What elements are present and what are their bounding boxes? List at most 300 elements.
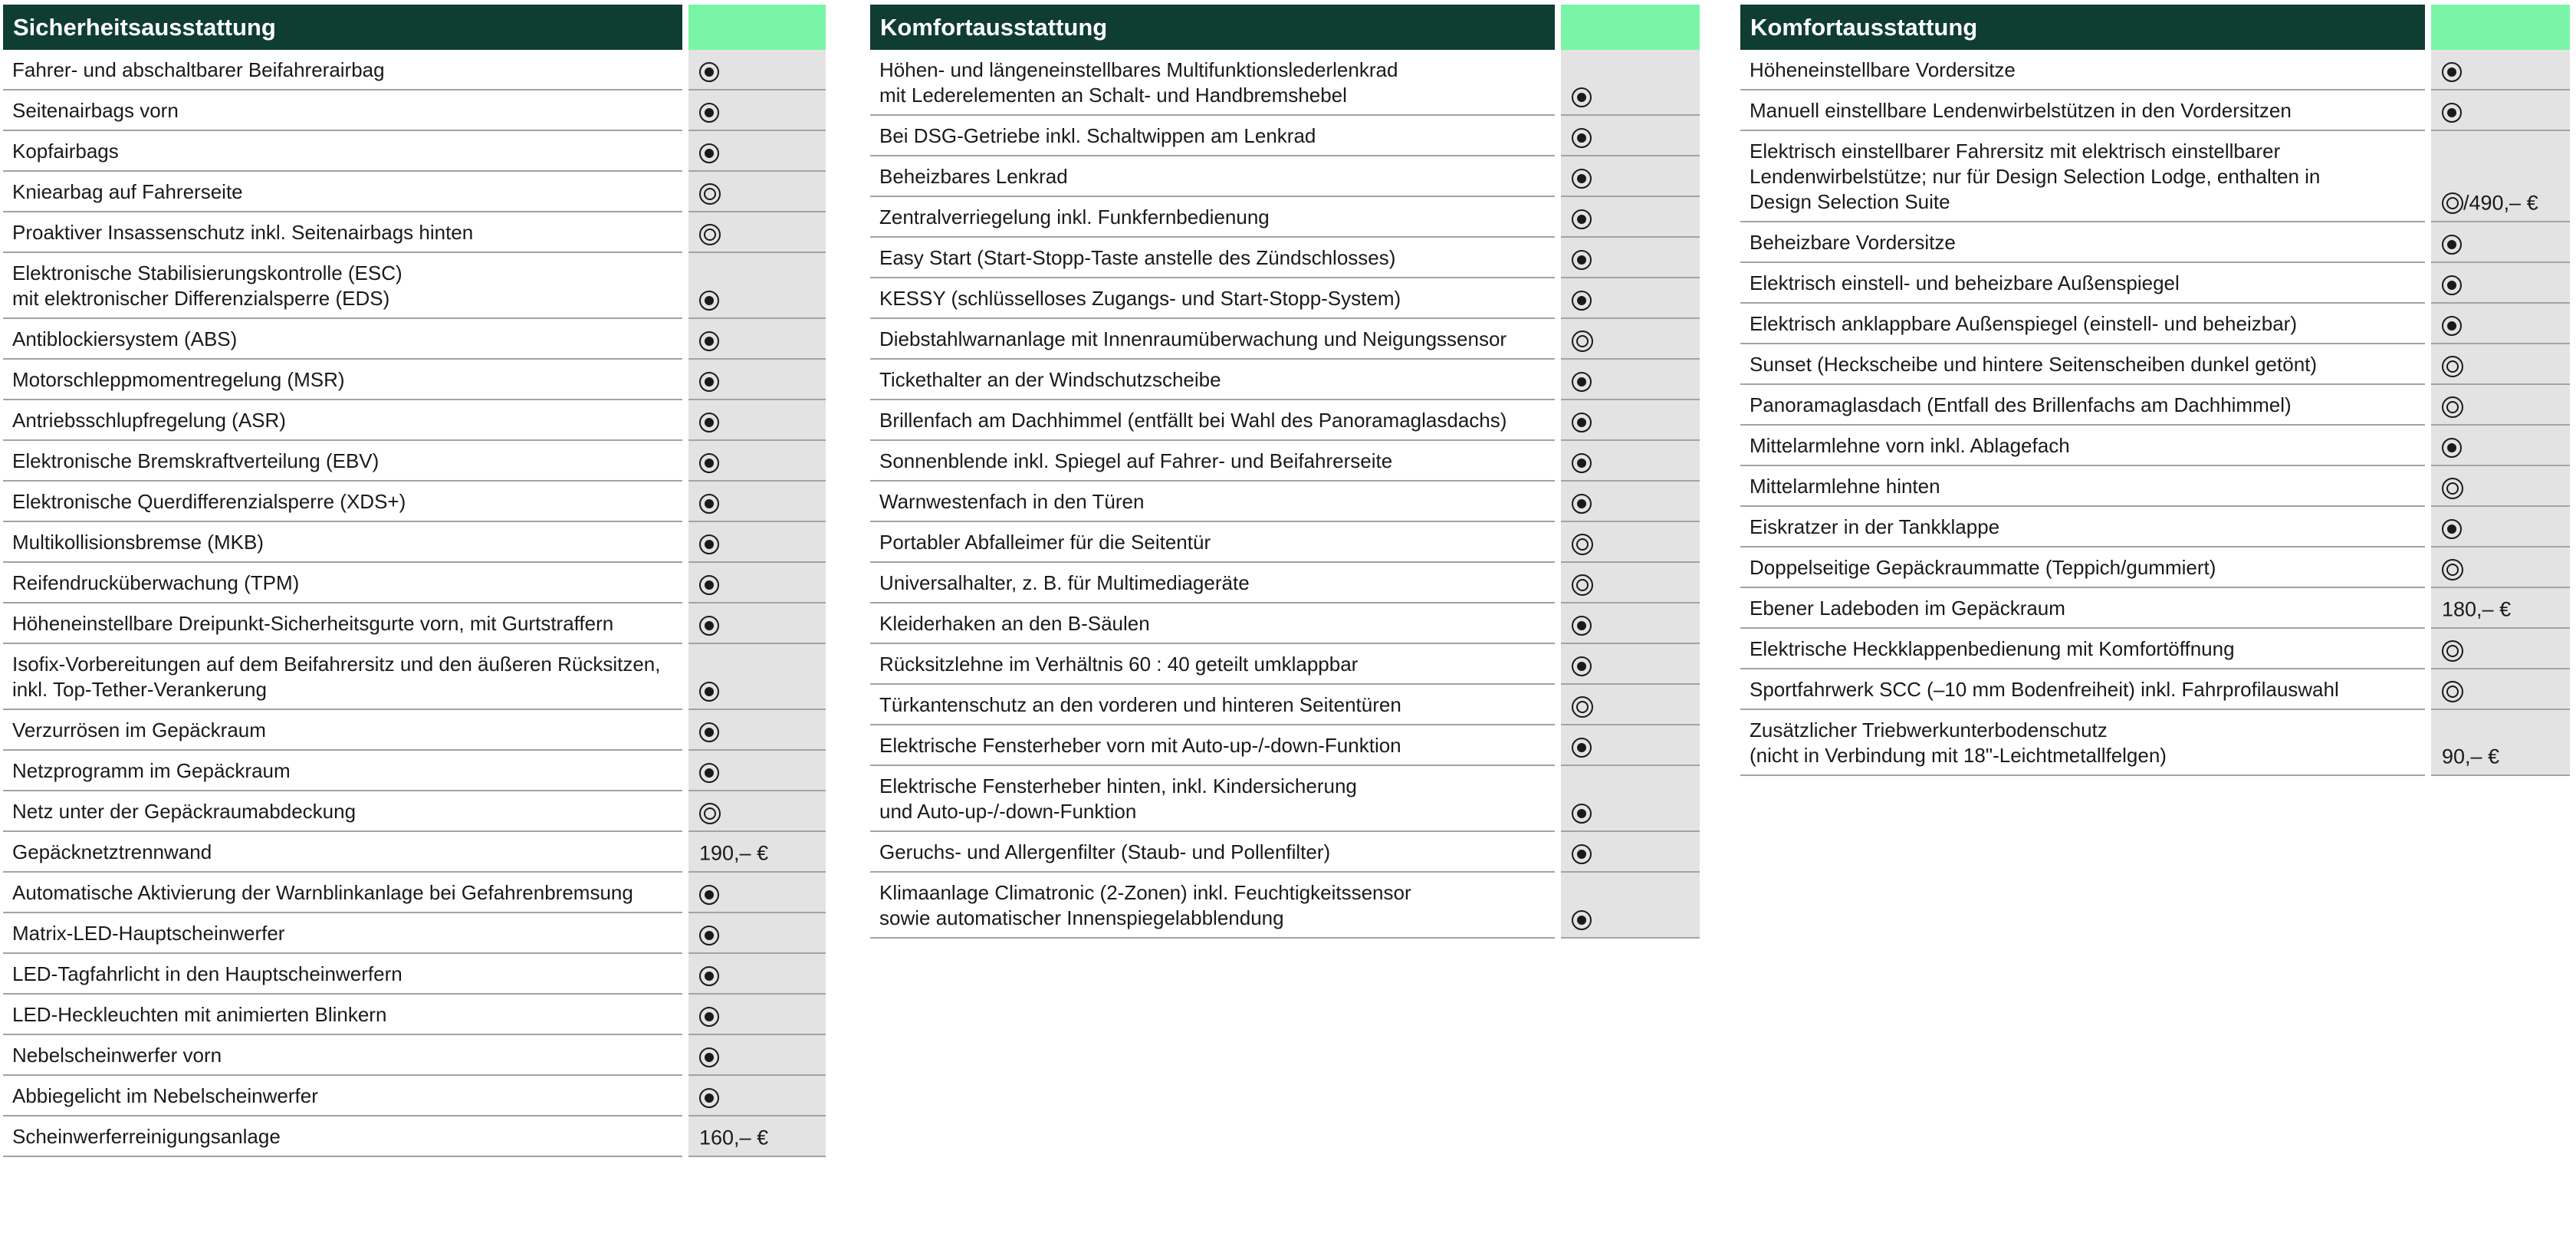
availability-cell (2428, 506, 2570, 547)
equipment-label-line: Doppelseitige Gepäckraummatte (Teppich/gummiert) (1750, 556, 2216, 579)
filled-circle-icon (699, 682, 719, 702)
equipment-label (3, 603, 685, 643)
equipment-label-line: Scheinwerferreinigungsanlage (12, 1125, 281, 1148)
equipment-label (1740, 425, 2428, 465)
table-row (3, 913, 826, 953)
table-row (3, 1075, 826, 1116)
equipment-label (870, 278, 1558, 318)
equipment-table (1740, 5, 2570, 776)
equipment-label (3, 318, 685, 359)
availability-cell (1558, 400, 1700, 440)
equipment-label-line: Proaktiver Insassenschutz inkl. Seitenairbags hinten (12, 221, 474, 244)
availability-cell (1558, 481, 1700, 521)
equipment-label-line: Elektronische Querdifferenzialsperre (XDS+) (12, 490, 406, 513)
equipment-label-line: Tickethalter an der Windschutzscheibe (879, 368, 1221, 391)
table-row (870, 318, 1700, 359)
equipment-label-line: Kopfairbags (12, 140, 119, 163)
availability-cell (685, 994, 826, 1034)
equipment-label-line: Elektrisch einstellbarer Fahrersitz mit elektrisch einstellbarer (1750, 140, 2281, 163)
filled-circle-icon (699, 331, 719, 351)
equipment-label (3, 90, 685, 130)
equipment-label (3, 400, 685, 440)
availability-cell (685, 130, 826, 171)
availability-cell (1558, 278, 1700, 318)
availability-cell (685, 1034, 826, 1075)
availability-cell (1558, 115, 1700, 156)
table-row (870, 562, 1700, 603)
availability-cell (685, 171, 826, 212)
equipment-label-line: KESSY (schlüsselloses Zugangs- und Start-Stopp-System) (879, 287, 1401, 310)
ring-circle-icon (699, 183, 721, 205)
availability-cell (685, 953, 826, 994)
equipment-label (870, 684, 1558, 725)
availability-cell (2428, 547, 2570, 587)
equipment-label (870, 765, 1558, 831)
table-row (870, 481, 1700, 521)
equipment-label-line: Matrix-LED-Hauptscheinwerfer (12, 922, 285, 945)
equipment-table (870, 5, 1700, 939)
equipment-label (3, 643, 685, 709)
table-row (1740, 465, 2570, 506)
price-value: 180,– € (2442, 597, 2512, 620)
availability-cell (685, 359, 826, 400)
filled-circle-icon (1572, 804, 1592, 824)
table-row (870, 400, 1700, 440)
equipment-label (3, 709, 685, 750)
availability-cell (2428, 465, 2570, 506)
equipment-label (1740, 262, 2428, 303)
filled-circle-icon (1572, 128, 1592, 148)
equipment-label-line: und Auto-up-/-down-Funktion (879, 800, 1137, 823)
table-row (3, 603, 826, 643)
availability-cell (685, 50, 826, 90)
filled-circle-icon (699, 62, 719, 82)
filled-circle-icon (1572, 209, 1592, 229)
equipment-label (3, 252, 685, 318)
equipment-label-line: Kleiderhaken an den B-Säulen (879, 612, 1150, 635)
equipment-label (3, 359, 685, 400)
filled-circle-icon (699, 926, 719, 945)
availability-cell (1558, 765, 1700, 831)
equipment-label (870, 643, 1558, 684)
equipment-label (1740, 303, 2428, 344)
equipment-label-line: Verzurrösen im Gepäckraum (12, 719, 266, 742)
availability-cell (685, 791, 826, 831)
table-row (870, 115, 1700, 156)
equipment-label (3, 562, 685, 603)
table-row (870, 50, 1700, 115)
equipment-label-line: Eiskratzer in der Tankklappe (1750, 515, 2000, 538)
equipment-label-line: Diebstahlwarnanlage mit Innenraumüberwachung und Neigungssensor (879, 327, 1507, 350)
table-row (3, 872, 826, 913)
table-row (3, 400, 826, 440)
availability-cell (685, 481, 826, 521)
equipment-label-line: Portabler Abfalleimer für die Seitentür (879, 531, 1211, 554)
equipment-label (3, 171, 685, 212)
equipment-label-line: Lendenwirbelstütze; nur für Design Selection Lodge, enthalten in (1750, 165, 2321, 188)
availability-cell (1558, 562, 1700, 603)
equipment-label-line: Reifendrucküberwachung (TPM) (12, 571, 300, 594)
equipment-label (3, 50, 685, 90)
equipment-label-line: Sportfahrwerk SCC (–10 mm Bodenfreiheit) inkl. Fahrprofilauswahl (1750, 678, 2339, 701)
availability-cell (685, 521, 826, 562)
table-row (870, 725, 1700, 765)
equipment-label (3, 440, 685, 481)
ring-circle-icon (699, 803, 721, 824)
filled-circle-icon (1572, 372, 1592, 392)
equipment-label (1740, 628, 2428, 669)
equipment-label-line: Antiblockiersystem (ABS) (12, 327, 238, 350)
table-row (3, 1116, 826, 1156)
equipment-label (870, 440, 1558, 481)
availability-cell (685, 440, 826, 481)
table-row (1740, 344, 2570, 384)
table-row (3, 643, 826, 709)
equipment-label-line: Multikollisionsbremse (MKB) (12, 531, 264, 554)
equipment-label-line: Panoramaglasdach (Entfall des Brillenfachs am Dachhimmel) (1750, 393, 2292, 416)
equipment-label (870, 400, 1558, 440)
availability-cell (2428, 90, 2570, 130)
filled-circle-icon (1572, 494, 1592, 514)
equipment-label-line: Höheneinstellbare Vordersitze (1750, 58, 2016, 81)
availability-cell (2428, 669, 2570, 709)
price-value: /490,– € (2463, 191, 2538, 214)
availability-cell (2428, 425, 2570, 465)
availability-cell (685, 252, 826, 318)
filled-circle-icon (699, 103, 719, 123)
availability-cell (2428, 303, 2570, 344)
table-row (3, 481, 826, 521)
equipment-label (3, 481, 685, 521)
equipment-label (870, 156, 1558, 196)
equipment-label-line: Gepäcknetztrennwand (12, 840, 212, 863)
equipment-label (1740, 506, 2428, 547)
equipment-label-line: sowie automatischer Innenspiegelabblendung (879, 906, 1284, 929)
equipment-label (3, 1034, 685, 1075)
equipment-label (1740, 465, 2428, 506)
ring-circle-icon (2442, 478, 2463, 499)
filled-circle-icon (1572, 169, 1592, 189)
table-row (870, 196, 1700, 237)
filled-circle-icon (699, 616, 719, 636)
equipment-label (1740, 587, 2428, 628)
filled-circle-icon (699, 372, 719, 392)
equipment-label (870, 872, 1558, 938)
equipment-label (3, 831, 685, 872)
column-title: Komfortausstattung (1740, 5, 2428, 50)
availability-cell (685, 400, 826, 440)
equipment-label-line: Elektrische Heckklappenbedienung mit Komfortöffnung (1750, 637, 2235, 660)
filled-circle-icon (2442, 438, 2462, 458)
availability-cell (2428, 222, 2570, 262)
equipment-label-line: inkl. Top-Tether-Verankerung (12, 678, 267, 701)
table-row (1740, 130, 2570, 222)
equipment-label (870, 237, 1558, 278)
price-value: 190,– € (699, 841, 769, 864)
equipment-label-line: Netz unter der Gepäckraumabdeckung (12, 800, 356, 823)
comfort-equipment-column-2 (1740, 5, 2570, 776)
availability-cell (1558, 831, 1700, 872)
equipment-label (3, 1116, 685, 1156)
table-row (1740, 50, 2570, 90)
equipment-label-line: mit Lederelementen an Schalt- und Handbremshebel (879, 84, 1347, 107)
equipment-label-line: Netzprogramm im Gepäckraum (12, 759, 291, 782)
filled-circle-icon (2442, 235, 2462, 255)
availability-cell (685, 318, 826, 359)
filled-circle-icon (2442, 316, 2462, 336)
equipment-label-line: Höhen- und längeneinstellbares Multifunktionslederlenkrad (879, 58, 1398, 81)
table-row (870, 831, 1700, 872)
filled-circle-icon (1572, 453, 1592, 473)
equipment-label-line: Kniearbag auf Fahrerseite (12, 180, 243, 203)
equipment-label-line: Elektrische Fensterheber hinten, inkl. Kindersicherung (879, 774, 1357, 797)
equipment-label (870, 115, 1558, 156)
table-row (1740, 90, 2570, 130)
filled-circle-icon (2442, 275, 2462, 295)
equipment-label-line: Universalhalter, z. B. für Multimediageräte (879, 571, 1250, 594)
availability-cell (2428, 344, 2570, 384)
filled-circle-icon (699, 575, 719, 595)
availability-cell (685, 750, 826, 791)
equipment-label-line: Manuell einstellbare Lendenwirbelstützen in den Vordersitzen (1750, 99, 2292, 122)
equipment-label-line: Geruchs- und Allergenfilter (Staub- und Pollenfilter) (879, 840, 1331, 863)
equipment-label (3, 872, 685, 913)
equipment-label-line: Bei DSG-Getriebe inkl. Schaltwippen am Lenkrad (879, 124, 1316, 147)
equipment-label (870, 562, 1558, 603)
availability-cell (685, 709, 826, 750)
table-row (870, 872, 1700, 938)
availability-cell (685, 603, 826, 643)
equipment-label (3, 130, 685, 171)
column-title: Komfortausstattung (870, 5, 1558, 50)
equipment-label (870, 831, 1558, 872)
table-row (3, 318, 826, 359)
availability-cell (1558, 643, 1700, 684)
equipment-label (870, 725, 1558, 765)
filled-circle-icon (699, 413, 719, 432)
filled-circle-icon (1572, 250, 1592, 270)
filled-circle-icon (2442, 519, 2462, 539)
table-row (3, 994, 826, 1034)
availability-cell (1558, 872, 1700, 938)
comfort-equipment-column-1 (870, 5, 1700, 939)
ring-circle-icon (2442, 681, 2463, 702)
availability-cell (1558, 725, 1700, 765)
equipment-label (3, 913, 685, 953)
availability-cell (685, 1116, 826, 1156)
table-row (3, 953, 826, 994)
availability-cell (2428, 628, 2570, 669)
equipment-label (3, 1075, 685, 1116)
table-row (1740, 587, 2570, 628)
availability-cell (2428, 587, 2570, 628)
availability-cell (685, 913, 826, 953)
availability-cell (685, 831, 826, 872)
ring-circle-icon (1572, 574, 1593, 596)
table-row (1740, 425, 2570, 465)
filled-circle-icon (699, 534, 719, 554)
equipment-label-line: (nicht in Verbindung mit 18"-Leichtmetallfelgen) (1750, 744, 2167, 767)
equipment-table (3, 5, 826, 1157)
equipment-label-line: LED-Heckleuchten mit animierten Blinkern (12, 1003, 387, 1026)
table-row (3, 750, 826, 791)
equipment-label (3, 521, 685, 562)
ring-circle-icon (1572, 696, 1593, 718)
table-row (3, 709, 826, 750)
equipment-label (870, 521, 1558, 562)
ring-circle-icon (2442, 192, 2463, 214)
table-row (3, 831, 826, 872)
filled-circle-icon (1572, 910, 1592, 930)
table-row (3, 440, 826, 481)
equipment-label-line: Mittelarmlehne vorn inkl. Ablagefach (1750, 434, 2070, 457)
filled-circle-icon (1572, 413, 1592, 432)
equipment-label-line: Elektronische Stabilisierungskontrolle (ESC) (12, 261, 402, 284)
availability-cell (2428, 262, 2570, 303)
table-row (1740, 628, 2570, 669)
availability-cell (1558, 359, 1700, 400)
table-row (3, 212, 826, 252)
availability-cell (2428, 709, 2570, 775)
equipment-label (1740, 90, 2428, 130)
filled-circle-icon (699, 722, 719, 742)
table-row (1740, 384, 2570, 425)
equipment-label-line: Sonnenblende inkl. Spiegel auf Fahrer- und Beifahrerseite (879, 449, 1393, 472)
availability-cell (2428, 130, 2570, 222)
table-row (1740, 547, 2570, 587)
table-row (870, 156, 1700, 196)
table-row (3, 171, 826, 212)
equipment-label-line: Design Selection Suite (1750, 190, 1950, 213)
mark-header (2428, 5, 2570, 50)
availability-cell (1558, 603, 1700, 643)
equipment-label (3, 791, 685, 831)
availability-cell (1558, 237, 1700, 278)
table-row (1740, 222, 2570, 262)
equipment-label-line: Türkantenschutz an den vorderen und hinteren Seitentüren (879, 693, 1401, 716)
table-row (1740, 303, 2570, 344)
ring-circle-icon (2442, 396, 2463, 418)
table-row (870, 278, 1700, 318)
filled-circle-icon (1572, 87, 1592, 107)
equipment-label (1740, 130, 2428, 222)
mark-header (1558, 5, 1700, 50)
equipment-label-line: Automatische Aktivierung der Warnblinkanlage bei Gefahrenbremsung (12, 881, 633, 904)
ring-circle-icon (2442, 559, 2463, 580)
equipment-label-line: Elektrisch anklappbare Außenspiegel (einstell- und beheizbar) (1750, 312, 2297, 335)
table-row (870, 765, 1700, 831)
availability-cell (685, 212, 826, 252)
filled-circle-icon (1572, 656, 1592, 676)
price-value: 90,– € (2442, 745, 2500, 768)
filled-circle-icon (1572, 616, 1592, 636)
table-row (3, 791, 826, 831)
filled-circle-icon (699, 291, 719, 311)
availability-cell (685, 1075, 826, 1116)
equipment-label (1740, 547, 2428, 587)
availability-cell (1558, 156, 1700, 196)
equipment-label (1740, 222, 2428, 262)
equipment-label-line: Seitenairbags vorn (12, 99, 179, 122)
equipment-label-line: Klimaanlage Climatronic (2-Zonen) inkl. Feuchtigkeitssensor (879, 881, 1411, 904)
table-row (870, 440, 1700, 481)
filled-circle-icon (2442, 62, 2462, 82)
equipment-label (1740, 384, 2428, 425)
equipment-label (1740, 344, 2428, 384)
table-row (3, 130, 826, 171)
filled-circle-icon (1572, 291, 1592, 311)
table-row (1740, 669, 2570, 709)
availability-cell (2428, 50, 2570, 90)
ring-circle-icon (1572, 534, 1593, 555)
equipment-label (3, 212, 685, 252)
filled-circle-icon (699, 1047, 719, 1067)
availability-cell (685, 562, 826, 603)
ring-circle-icon (1572, 330, 1593, 352)
table-row (3, 521, 826, 562)
table-row (3, 359, 826, 400)
availability-cell (1558, 318, 1700, 359)
equipment-label-line: LED-Tagfahrlicht in den Hauptscheinwerfern (12, 962, 402, 985)
table-row (870, 521, 1700, 562)
equipment-label-line: Sunset (Heckscheibe und hintere Seitenscheiben dunkel getönt) (1750, 353, 2318, 376)
availability-cell (685, 643, 826, 709)
ring-circle-icon (699, 224, 721, 245)
table-row (3, 252, 826, 318)
filled-circle-icon (699, 1088, 719, 1108)
table-row (870, 603, 1700, 643)
equipment-label-line: Beheizbares Lenkrad (879, 165, 1068, 188)
column-title: Sicherheitsausstattung (3, 5, 685, 50)
equipment-label-line: Fahrer- und abschaltbarer Beifahrerairbag (12, 58, 385, 81)
equipment-label-line: Mittelarmlehne hinten (1750, 475, 1940, 498)
filled-circle-icon (699, 494, 719, 514)
mark-header (685, 5, 826, 50)
equipment-label-line: Rücksitzlehne im Verhältnis 60 : 40 geteilt umklappbar (879, 653, 1359, 676)
filled-circle-icon (1572, 738, 1592, 758)
table-row (1740, 709, 2570, 775)
table-row (3, 1034, 826, 1075)
filled-circle-icon (699, 966, 719, 986)
filled-circle-icon (699, 763, 719, 783)
equipment-label-line: Motorschleppmomentregelung (MSR) (12, 368, 345, 391)
table-row (3, 562, 826, 603)
filled-circle-icon (699, 885, 719, 905)
equipment-label-line: Warnwestenfach in den Türen (879, 490, 1145, 513)
equipment-label (1740, 50, 2428, 90)
equipment-label-line: Easy Start (Start-Stopp-Taste anstelle des Zündschlosses) (879, 246, 1396, 269)
filled-circle-icon (699, 453, 719, 473)
table-row (870, 643, 1700, 684)
filled-circle-icon (2442, 103, 2462, 123)
availability-cell (1558, 196, 1700, 237)
table-row (870, 684, 1700, 725)
table-row (870, 237, 1700, 278)
equipment-label-line: Höheneinstellbare Dreipunkt-Sicherheitsgurte vorn, mit Gurtstraffern (12, 612, 614, 635)
equipment-label (3, 750, 685, 791)
equipment-label (3, 994, 685, 1034)
equipment-label-line: Elektronische Bremskraftverteilung (EBV) (12, 449, 380, 472)
equipment-label-line: Beheizbare Vordersitze (1750, 231, 1956, 254)
equipment-label (870, 318, 1558, 359)
equipment-label-line: Brillenfach am Dachhimmel (entfällt bei Wahl des Panoramaglasdachs) (879, 409, 1507, 432)
equipment-label (1740, 709, 2428, 775)
availability-cell (1558, 440, 1700, 481)
equipment-label (870, 481, 1558, 521)
availability-cell (1558, 50, 1700, 115)
availability-cell (685, 872, 826, 913)
table-row (1740, 262, 2570, 303)
